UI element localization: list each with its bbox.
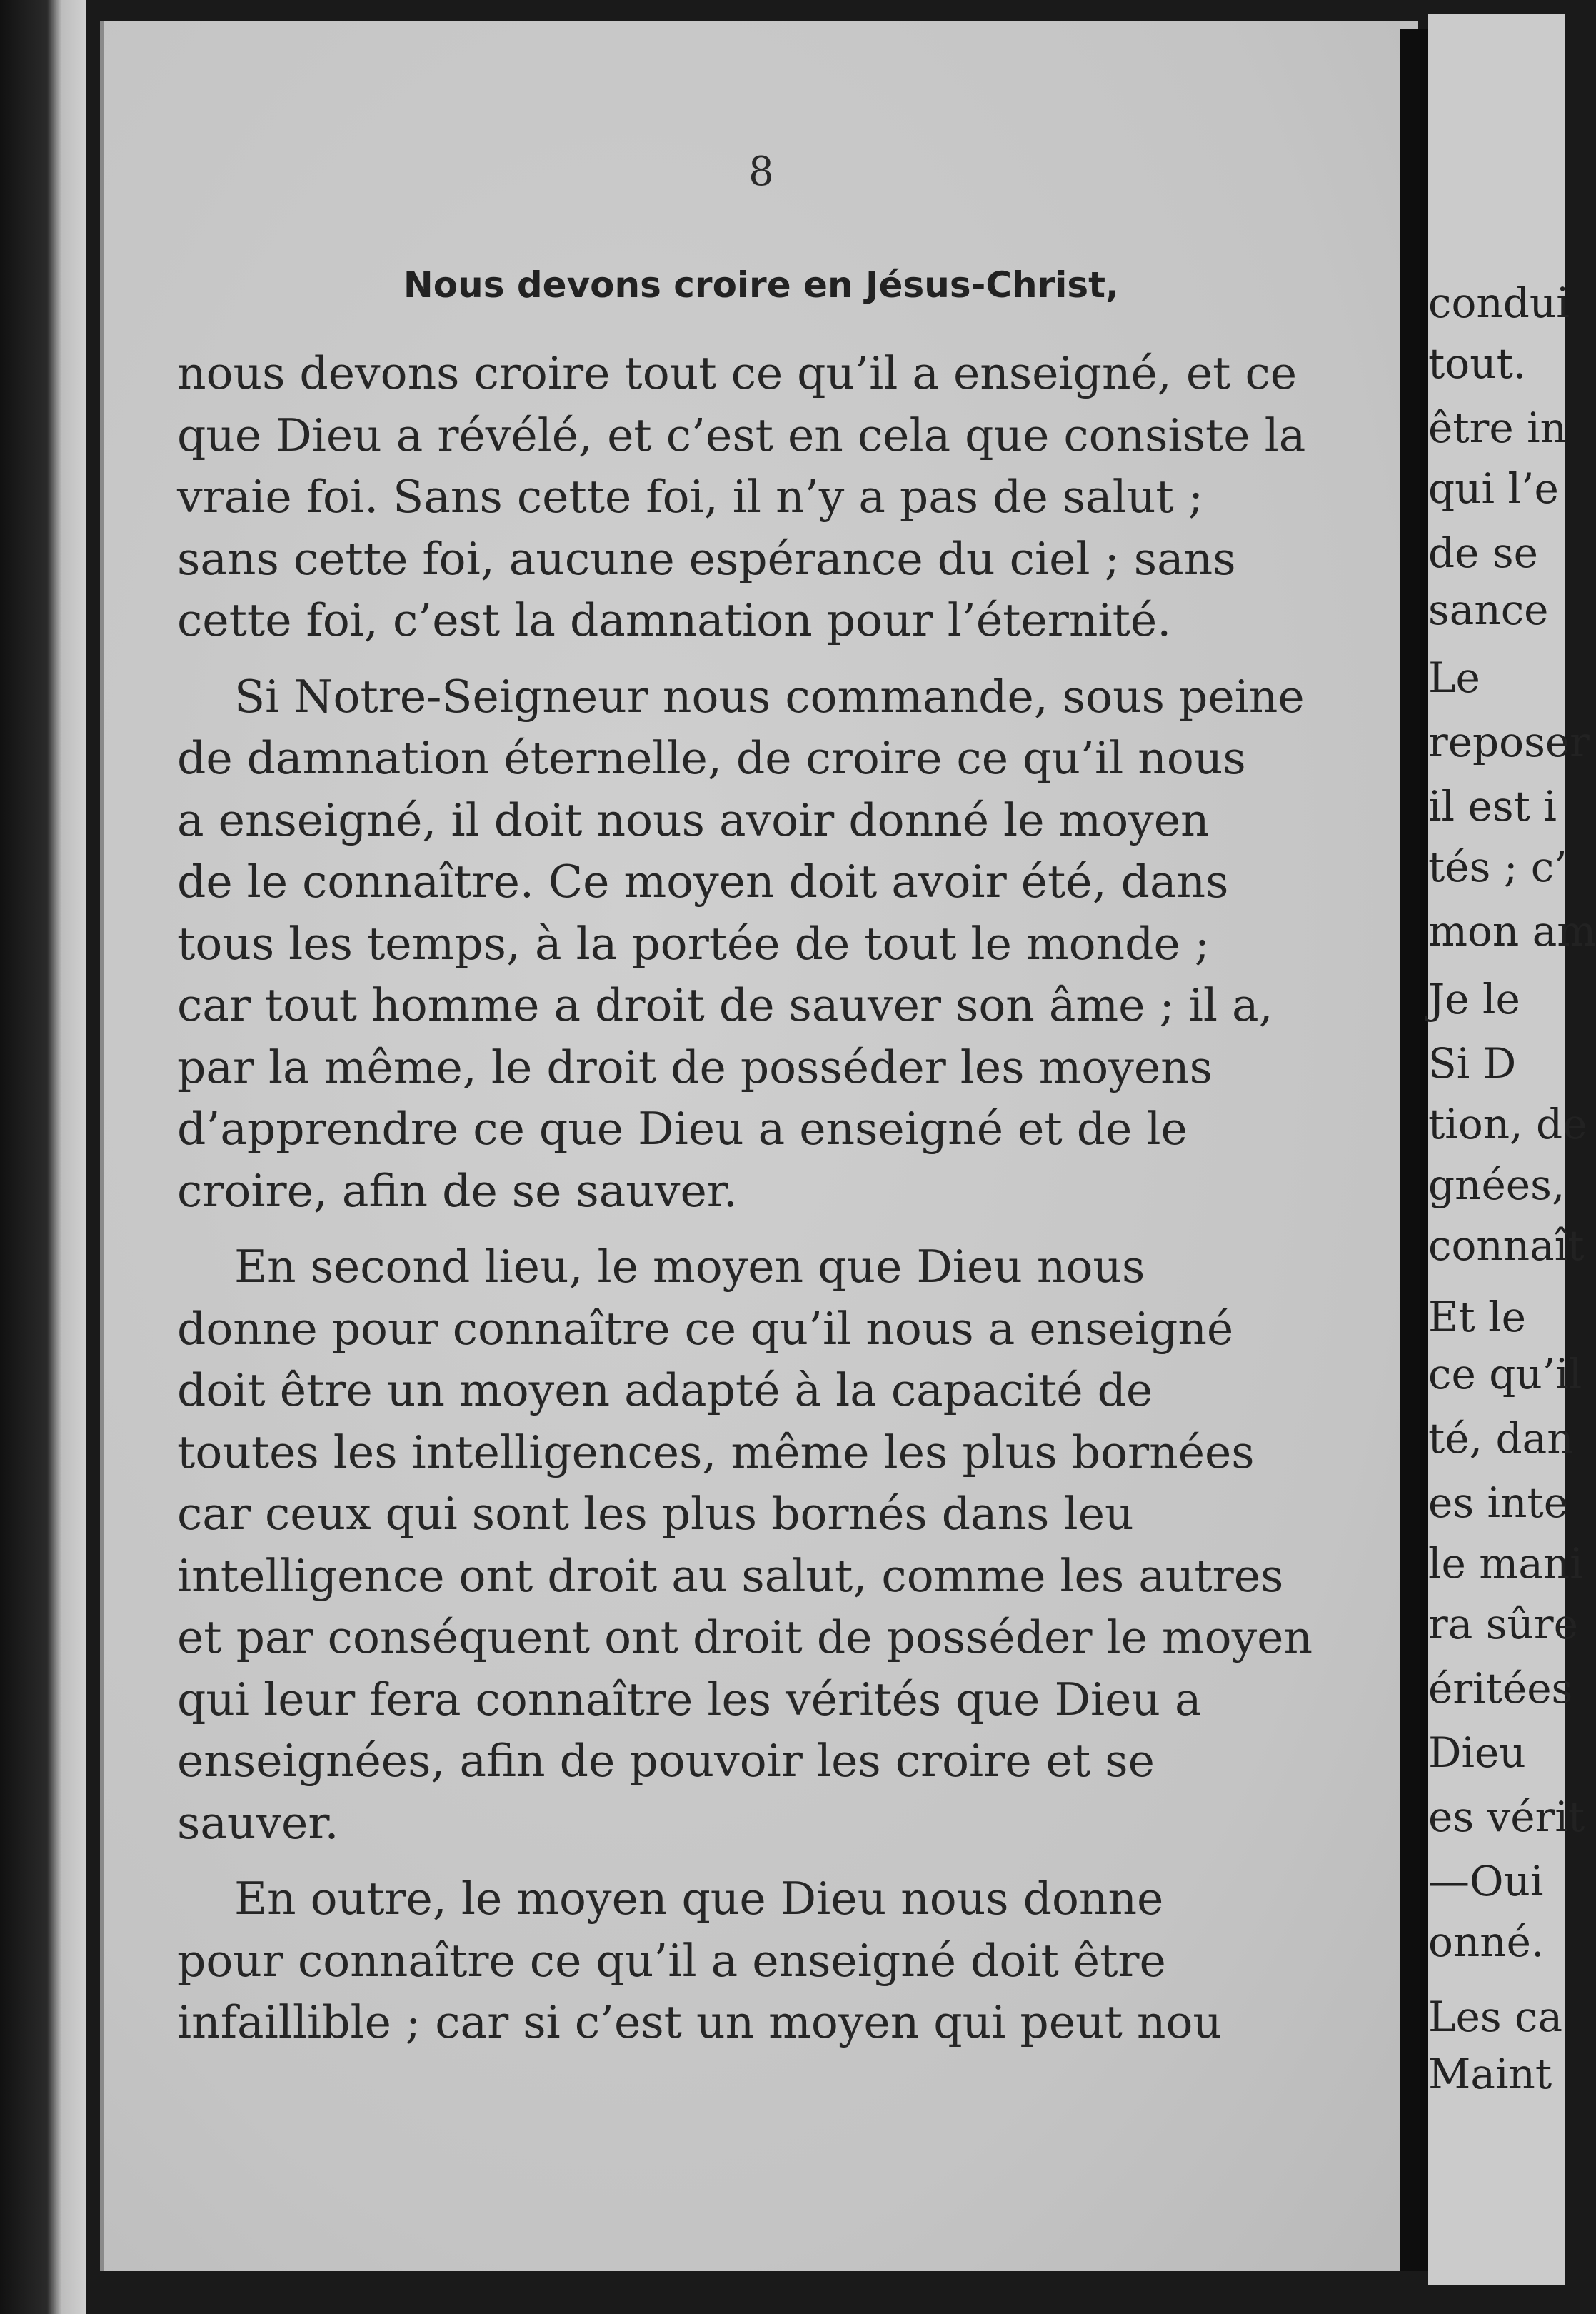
text-line: car ceux qui sont les plus bornés dans leu <box>177 1488 1134 1540</box>
facing-page-line: sance <box>1428 586 1549 634</box>
facing-page-line: il est i <box>1428 782 1557 831</box>
text-line: a enseigné, il doit nous avoir donné le moyen <box>177 793 1210 846</box>
text-line: par la même, le droit de posséder les moyens <box>177 1041 1213 1093</box>
text-line: pour connaître ce qu’il a enseigné doit être <box>177 1934 1166 1987</box>
text-line: cette foi, c’est la damnation pour l’éternité. <box>177 594 1172 646</box>
facing-page-fragment <box>1428 14 1596 2285</box>
text-line: vraie foi. Sans cette foi, il n’y a pas de salut ; <box>177 471 1203 523</box>
text-line: de le connaître. Ce moyen doit avoir été, dans <box>177 856 1229 908</box>
facing-page-line: té, dan <box>1428 1414 1574 1463</box>
facing-page-line: reposer <box>1428 718 1590 766</box>
facing-page-line: tés ; c’ <box>1428 843 1567 891</box>
facing-page-line: éritées <box>1428 1664 1573 1713</box>
facing-page-line: qui l’e <box>1428 464 1559 513</box>
facing-page-line: Si D <box>1428 1039 1517 1088</box>
text-line: donne pour connaître ce qu’il nous a enseigné <box>177 1302 1234 1355</box>
facing-page-line: le mani <box>1428 1539 1583 1588</box>
paragraph <box>177 343 1416 652</box>
facing-page-line: gnées, <box>1428 1161 1565 1209</box>
facing-page-line: Les ca <box>1428 1993 1563 2041</box>
paragraph <box>177 1868 1416 2054</box>
text-line: sauver. <box>177 1796 339 1849</box>
text-line: enseignées, afin de pouvoir les croire et se <box>177 1735 1155 1787</box>
text-line: sans cette foi, aucune espérance du ciel ; sans <box>177 532 1236 585</box>
facing-page-line: être in <box>1428 404 1567 452</box>
facing-page-line: Maint <box>1428 2050 1552 2098</box>
text-line: En outre, le moyen que Dieu nous donne <box>234 1873 1164 1925</box>
facing-page-line: Je le <box>1428 975 1520 1023</box>
text-line: nous devons croire tout ce qu’il a enseigné, et ce <box>177 347 1298 399</box>
facing-page-line: mon am <box>1428 907 1596 956</box>
body-text <box>177 343 1416 2068</box>
book-edge <box>0 0 86 2314</box>
text-line: infaillible ; car si c’est un moyen qui peut nou <box>177 1996 1222 2048</box>
text-line: et par conséquent ont droit de posséder le moyen <box>177 1611 1313 1663</box>
facing-page-line: de se <box>1428 529 1538 577</box>
facing-page-line: es inte <box>1428 1478 1569 1527</box>
text-line: toutes les intelligences, même les plus bornées <box>177 1426 1255 1478</box>
facing-page-line: Et le <box>1428 1293 1526 1341</box>
paragraph <box>177 1236 1416 1854</box>
facing-page-line: condui <box>1428 279 1570 327</box>
facing-page-line: ce qu’il <box>1428 1350 1582 1398</box>
facing-page-line: —Oui <box>1428 1857 1544 1905</box>
facing-page-line: connaît <box>1428 1221 1585 1270</box>
facing-page-line: es vérit <box>1428 1793 1585 1841</box>
page-number: 8 <box>748 149 774 195</box>
book-gutter <box>1400 29 1428 2271</box>
text-line: qui leur fera connaître les vérités que Dieu a <box>177 1673 1202 1726</box>
running-head: Nous devons croire en Jésus-Christ, <box>403 264 1120 306</box>
text-line: que Dieu a révélé, et c’est en cela que consiste la <box>177 409 1306 461</box>
text-line: croire, afin de se sauver. <box>177 1164 738 1217</box>
text-line: Si Notre-Seigneur nous commande, sous peine <box>234 670 1305 723</box>
facing-page-line: onné. <box>1428 1918 1545 1966</box>
facing-page-line: Le <box>1428 653 1480 702</box>
text-line: de damnation éternelle, de croire ce qu’il nous <box>177 732 1246 784</box>
text-line: d’apprendre ce que Dieu a enseigné et de le <box>177 1103 1188 1155</box>
facing-page-line: ra sûre <box>1428 1600 1578 1648</box>
paragraph <box>177 666 1416 1223</box>
facing-page-line: tion, de <box>1428 1100 1587 1148</box>
text-line: car tout homme a droit de sauver son âme ; il a, <box>177 979 1273 1031</box>
text-line: doit être un moyen adapté à la capacité de <box>177 1364 1153 1416</box>
facing-page-line: Dieu <box>1428 1728 1526 1777</box>
facing-page-line: tout. <box>1428 339 1527 388</box>
text-line: En second lieu, le moyen que Dieu nous <box>234 1241 1145 1293</box>
text-line: intelligence ont droit au salut, comme les autres <box>177 1549 1284 1602</box>
text-line: tous les temps, à la portée de tout le monde ; <box>177 917 1210 970</box>
